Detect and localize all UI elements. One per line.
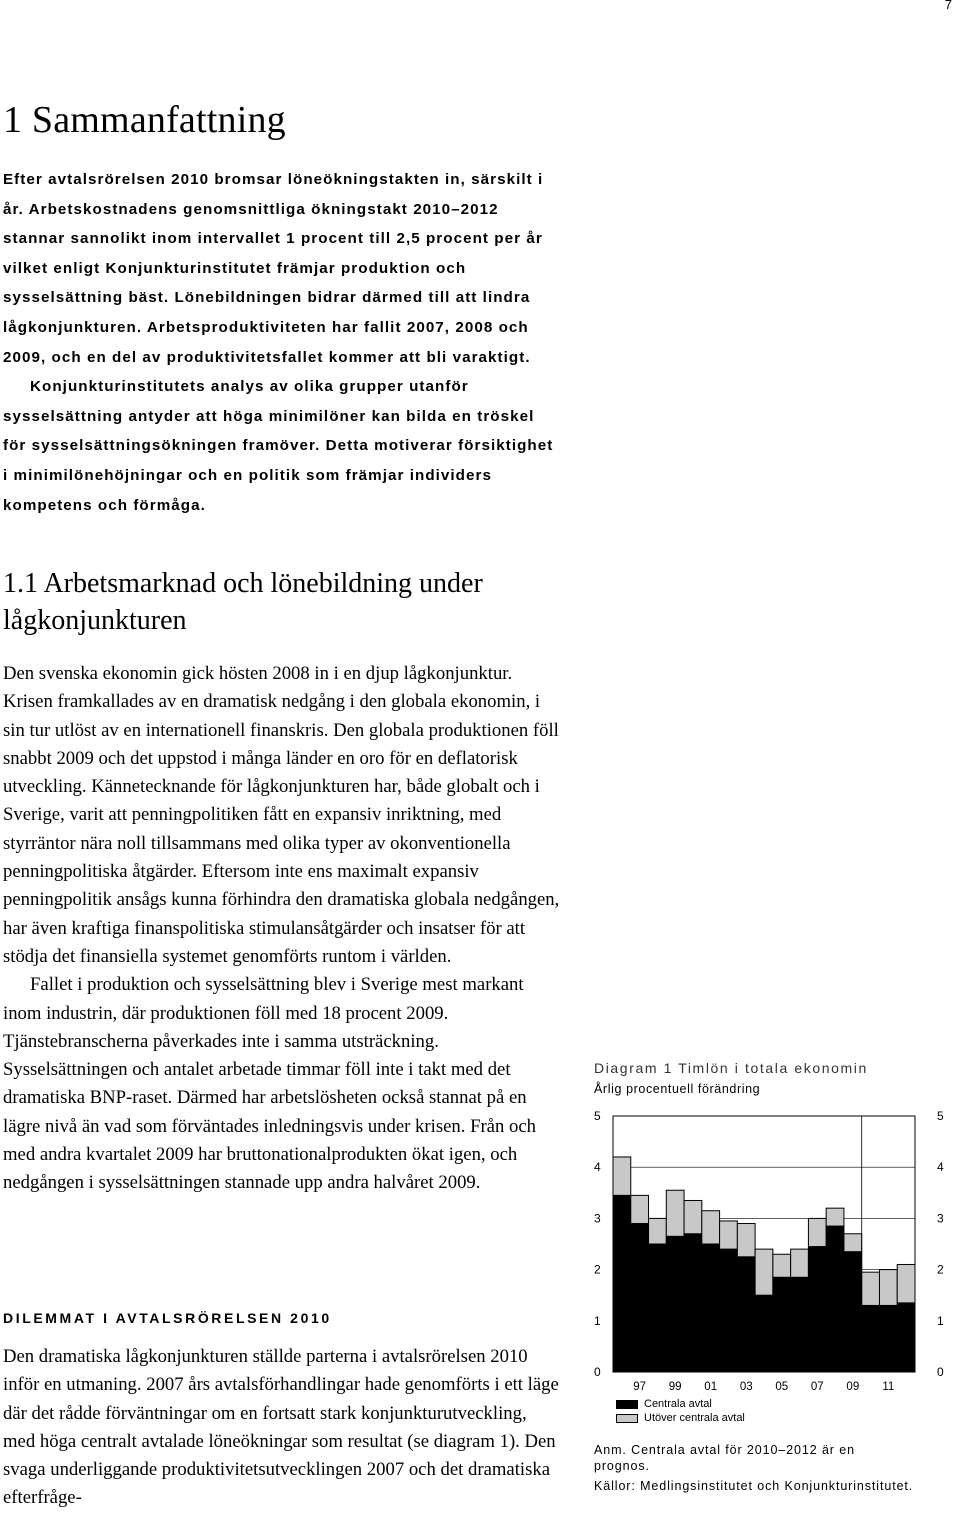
x-tick-label: 97 [633,1381,647,1393]
y-tick-label-left: 1 [594,1313,601,1328]
y-tick-label-left: 5 [594,1109,601,1123]
bar-over-1996 [613,1157,631,1195]
bar-central-2009 [844,1252,862,1372]
bar-central-2012 [897,1303,915,1372]
bar-over-2011 [879,1270,897,1306]
bar-over-2008 [826,1208,844,1226]
bar-over-2009 [844,1234,862,1252]
bar-central-2003 [737,1257,755,1372]
bar-central-2000 [684,1234,702,1372]
x-tick-label: 05 [775,1381,789,1393]
bar-central-2010 [862,1305,880,1372]
bar-over-2005 [773,1254,791,1277]
legend-label-over: Utöver centrala avtal [644,1412,745,1424]
y-tick-label-right: 2 [937,1262,944,1277]
section-heading: 1 Sammanfattning [3,99,286,141]
bar-over-2001 [702,1211,720,1244]
bar-central-1999 [666,1236,684,1372]
summary-text [3,165,563,520]
box-paragraph: Den dramatiska lågkonjunkturen ställde parterna i avtalsrörelsen 2010 inför en utmaning. 2007 års avtalsförhandlingar hade genomförts i ett läge där det rådde förväntningar om en fortsatt stark konjunkturutveckling, med höga centralt avtalade löneökningar som resultat (se diagram 1). Den svaga underliggande produktivitetsutvecklingen 2007 och det dramatiska efterfråge- [3,1346,559,1509]
bar-over-2000 [684,1200,702,1233]
y-tick-label-right: 5 [937,1109,944,1123]
y-tick-label-right: 4 [937,1160,944,1175]
legend-label-central: Centrala avtal [644,1398,712,1410]
y-tick-label-right: 3 [937,1211,944,1226]
bar-central-2008 [826,1226,844,1372]
bar-over-2004 [755,1249,773,1295]
bar-over-1997 [631,1195,649,1223]
x-tick-label: 11 [882,1381,895,1393]
bar-over-1998 [649,1218,667,1244]
bar-central-2011 [879,1305,897,1372]
legend-item-central [616,1397,745,1411]
body-paragraph-2: Fallet i produktion och sysselsättning blev i Sverige mest markant inom industrin, där produktionen föll med 18 procent 2009. Tjänstebranscherna påverkades inte i samma utsträckning. Sysselsättningen och antalet arbetade timmar föll inte i takt med det dramatiska BNP-raset. Därmed har arbetslösheten också stannat på en lägre nivå än vad som förväntades inledningsvis under krisen. Från och med andra kvartalet 2009 har bruttonationalprodukten ökat igen, och nedgången i sysselsättningen stannade upp andra halvåret 2009. [3,974,536,1194]
bar-central-2002 [720,1249,738,1372]
summary-paragraph-1: Efter avtalsrörelsen 2010 bromsar löneökningstakten in, särskilt i år. Arbetskostnadens genomsnittliga ökningstakt 2010–2012 stannar sannolikt inom intervallet 1 procent till 2,5 procent per år vilket enligt Konjunkturinstitutet främjar produktion och sysselsättning bäst. Lönebildningen bidrar därmed till att lindra lågkonjunkturen. Arbetsproduktiviteten har fallit 2007, 2008 och 2009, och en del av produktivitetsfallet kommer att bli varaktigt. [3,171,544,366]
bar-central-2004 [755,1295,773,1372]
bar-central-2001 [702,1244,720,1372]
x-tick-label: 03 [739,1381,753,1393]
x-tick-label: 09 [846,1381,860,1393]
bar-central-1998 [649,1244,667,1372]
bar-central-1997 [631,1224,649,1372]
x-tick-label: 07 [810,1381,824,1393]
bar-over-2003 [737,1224,755,1257]
subsection-heading: 1.1 Arbetsmarknad och lönebildning under lågkonjunkturen [3,568,483,636]
legend-swatch-central [616,1400,638,1409]
body-paragraph-1: Den svenska ekonomin gick hösten 2008 in i en djup lågkonjunktur. Krisen framkallades av en dramatisk nedgång i den globala ekonomin, i sin tur utlöst av en internationell finanskris. Den globala produktionen föll snabbt 2009 och det uppstod i många länder en oro för en deflatorisk utveckling. Kännetecknande för lågkonjunkturen har, både globalt och i Sverige, varit att penningpolitiken fått en expansiv inriktning, med styrräntor nära noll tillsammans med olika typer av okonventionella penningpolitiska åtgärder. Eftersom inte ens maximalt expansiv penningpolitik ansågs kunna förhindra den dramatiska globala nedgången, har även kraftiga finanspolitiska stimulansåtgärder och insatser för att stödja det finansiella systemet genomförts runtom i världen. [3,663,560,967]
bar-over-2007 [808,1218,826,1246]
bar-central-2007 [808,1247,826,1372]
summary-paragraph-2: Konjunkturinstitutets analys av olika grupper utanför sysselsättning antyder att höga minimilöner kan bilda en tröskel för sysselsättningsökningen framöver. Detta motiverar försiktighet i minimilönehöjningar och en politik som främjar individers kompetens och förmåga. [3,378,554,514]
chart-source: Källor: Medlingsinstitutet och Konjunkturinstitutet. [594,1479,914,1493]
bar-over-2006 [791,1249,809,1277]
box-heading: DILEMMAT I AVTALSRÖRELSEN 2010 [3,1310,332,1326]
bar-over-1999 [666,1190,684,1236]
bar-central-2005 [773,1277,791,1372]
bar-over-2012 [897,1264,915,1302]
chart-note: Anm. Centrala avtal för 2010–2012 är en prognos. [594,1443,855,1473]
chart-legend [616,1397,745,1425]
body-text [3,660,563,1198]
bar-over-2010 [862,1272,880,1305]
bar-central-1996 [613,1195,631,1372]
bar-chart [580,1100,950,1396]
bar-central-2006 [791,1277,809,1372]
chart-subtitle: Årlig procentuell förändring [594,1082,761,1096]
box-text [3,1343,563,1513]
y-tick-label-left: 2 [594,1262,601,1277]
legend-swatch-over [616,1414,638,1423]
x-tick-label: 01 [704,1381,718,1393]
y-tick-label-left: 4 [594,1160,601,1175]
page-number: 7 [944,0,952,12]
y-tick-label-right: 0 [937,1365,944,1379]
x-tick-label: 99 [668,1381,682,1393]
y-tick-label-left: 3 [594,1211,601,1226]
legend-item-over [616,1411,745,1425]
y-tick-label-left: 0 [594,1365,601,1379]
chart-title: Diagram 1 Timlön i totala ekonomin [594,1060,868,1076]
y-tick-label-right: 1 [937,1313,944,1328]
bar-over-2002 [720,1221,738,1249]
